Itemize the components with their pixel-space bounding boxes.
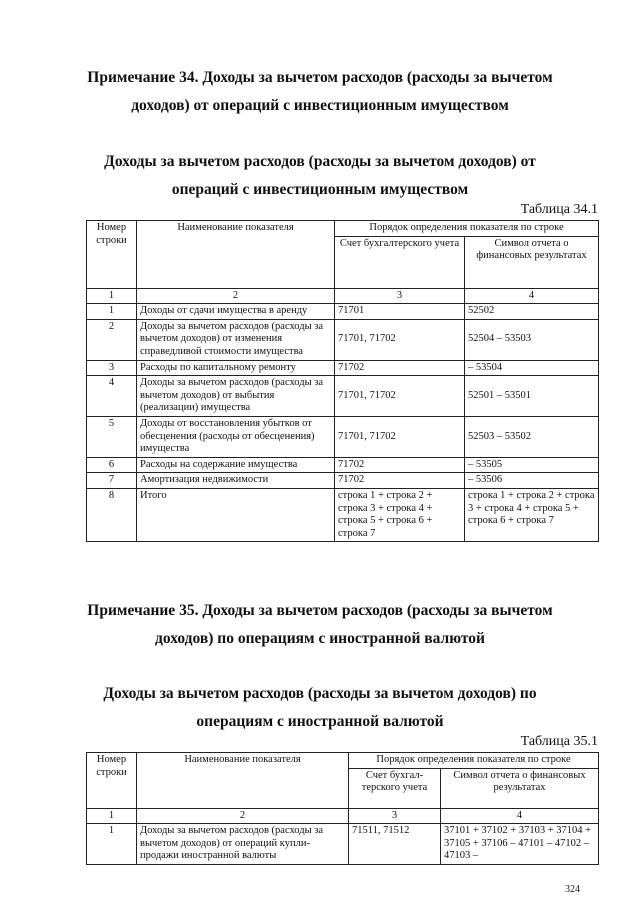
table-row (87, 360, 599, 376)
row-symbol: 52503 – 53502 (465, 416, 599, 457)
note35-title-line2: доходов) по операциям с иностранной валютой (155, 630, 485, 647)
column-number: 2 (137, 808, 349, 824)
column-number: 2 (137, 288, 335, 304)
table-35-1-label: Таблица 35.1 (520, 734, 598, 749)
note34-title-line1: Примечание 34. Доходы за вычетом расходов (расходы за вычетом (87, 69, 553, 86)
row-name: Доходы за вычетом расходов (расходы за вычетом доходов) от выбытия (реализации) имущества (137, 376, 335, 417)
header-account: Счет бухгал-терского учета (349, 768, 441, 808)
row-account: строка 1 + строка 2 + строка 3 + строка 4 + строка 5 + строка 6 + строка 7 (335, 488, 465, 541)
header-indicator-name: Наименование показателя (137, 753, 349, 809)
header-report-symbol: Символ отчета о финансовых результатах (441, 768, 599, 808)
page-number: 324 (565, 884, 580, 895)
table-row (87, 824, 599, 865)
table-34-1-label: Таблица 34.1 (520, 202, 598, 217)
note35-subtitle-line2: операциям с иностранной валютой (196, 713, 444, 730)
row-account: 71702 (335, 473, 465, 489)
table-row (87, 319, 599, 360)
row-symbol: – 53505 (465, 457, 599, 473)
column-number: 4 (465, 288, 599, 304)
table-row (87, 488, 599, 541)
note34-title-line2: доходов) от операций с инвестиционным имуществом (131, 97, 509, 114)
row-account: 71701 (335, 304, 465, 320)
header-row-number: Номер строки (87, 753, 137, 809)
row-account: 71511, 71512 (349, 824, 441, 865)
row-account: 71702 (335, 457, 465, 473)
row-number: 6 (87, 457, 137, 473)
note34-subtitle (60, 148, 580, 204)
table-row (87, 304, 599, 320)
row-number: 8 (87, 488, 137, 541)
column-number: 4 (441, 808, 599, 824)
row-symbol: 52501 – 53501 (465, 376, 599, 417)
header-report-symbol: Символ отчета о финансовых результатах (465, 236, 599, 288)
row-symbol: строка 1 + строка 2 + строка 3 + строка 4 + строка 5 + строка 6 + строка 7 (465, 488, 599, 541)
header-determination-order: Порядок определения показателя по строке (349, 753, 599, 769)
note34-title (60, 64, 580, 120)
note34-subtitle-line1: Доходы за вычетом расходов (расходы за вычетом доходов) от (104, 153, 536, 170)
row-symbol: – 53504 (465, 360, 599, 376)
row-account: 71701, 71702 (335, 376, 465, 417)
table-row (87, 457, 599, 473)
table-row (87, 376, 599, 417)
table-row (87, 416, 599, 457)
row-number: 5 (87, 416, 137, 457)
row-name: Итого (137, 488, 335, 541)
row-name: Амортизация недвижимости (137, 473, 335, 489)
row-name: Доходы за вычетом расходов (расходы за вычетом доходов) от операций купли-продажи иностранной валюты (137, 824, 349, 865)
header-indicator-name: Наименование показателя (137, 221, 335, 289)
row-account: 71702 (335, 360, 465, 376)
row-number: 4 (87, 376, 137, 417)
header-determination-order: Порядок определения показателя по строке (335, 221, 599, 237)
header-account: Счет бухгалтерского учета (335, 236, 465, 288)
row-name: Расходы по капитальному ремонту (137, 360, 335, 376)
row-number: 3 (87, 360, 137, 376)
row-number: 1 (87, 304, 137, 320)
column-number: 1 (87, 808, 137, 824)
row-number: 2 (87, 319, 137, 360)
table-34-1 (86, 220, 599, 542)
row-symbol: 52502 (465, 304, 599, 320)
column-number: 3 (335, 288, 465, 304)
row-number: 1 (87, 824, 137, 865)
row-account: 71701, 71702 (335, 416, 465, 457)
note35-subtitle (60, 680, 580, 736)
row-name: Доходы от восстановления убытков от обесценения (расходы от обесценения) имущества (137, 416, 335, 457)
row-symbol: – 53506 (465, 473, 599, 489)
note35-title (60, 597, 580, 653)
row-symbol: 37101 + 37102 + 37103 + 37104 + 37105 + 37106 – 47101 – 47102 – 47103 – (441, 824, 599, 865)
header-row-number: Номер строки (87, 221, 137, 289)
column-number: 1 (87, 288, 137, 304)
note35-title-line1: Примечание 35. Доходы за вычетом расходов (расходы за вычетом (87, 602, 553, 619)
row-name: Доходы от сдачи имущества в аренду (137, 304, 335, 320)
row-symbol: 52504 – 53503 (465, 319, 599, 360)
note35-subtitle-line1: Доходы за вычетом расходов (расходы за вычетом доходов) по (103, 685, 537, 702)
row-name: Расходы на содержание имущества (137, 457, 335, 473)
row-number: 7 (87, 473, 137, 489)
row-name: Доходы за вычетом расходов (расходы за вычетом доходов) от изменения справедливой стоимости имущества (137, 319, 335, 360)
table-row (87, 473, 599, 489)
table-35-1 (86, 752, 599, 865)
row-account: 71701, 71702 (335, 319, 465, 360)
column-number: 3 (349, 808, 441, 824)
note34-subtitle-line2: операций с инвестиционным имуществом (171, 181, 469, 198)
